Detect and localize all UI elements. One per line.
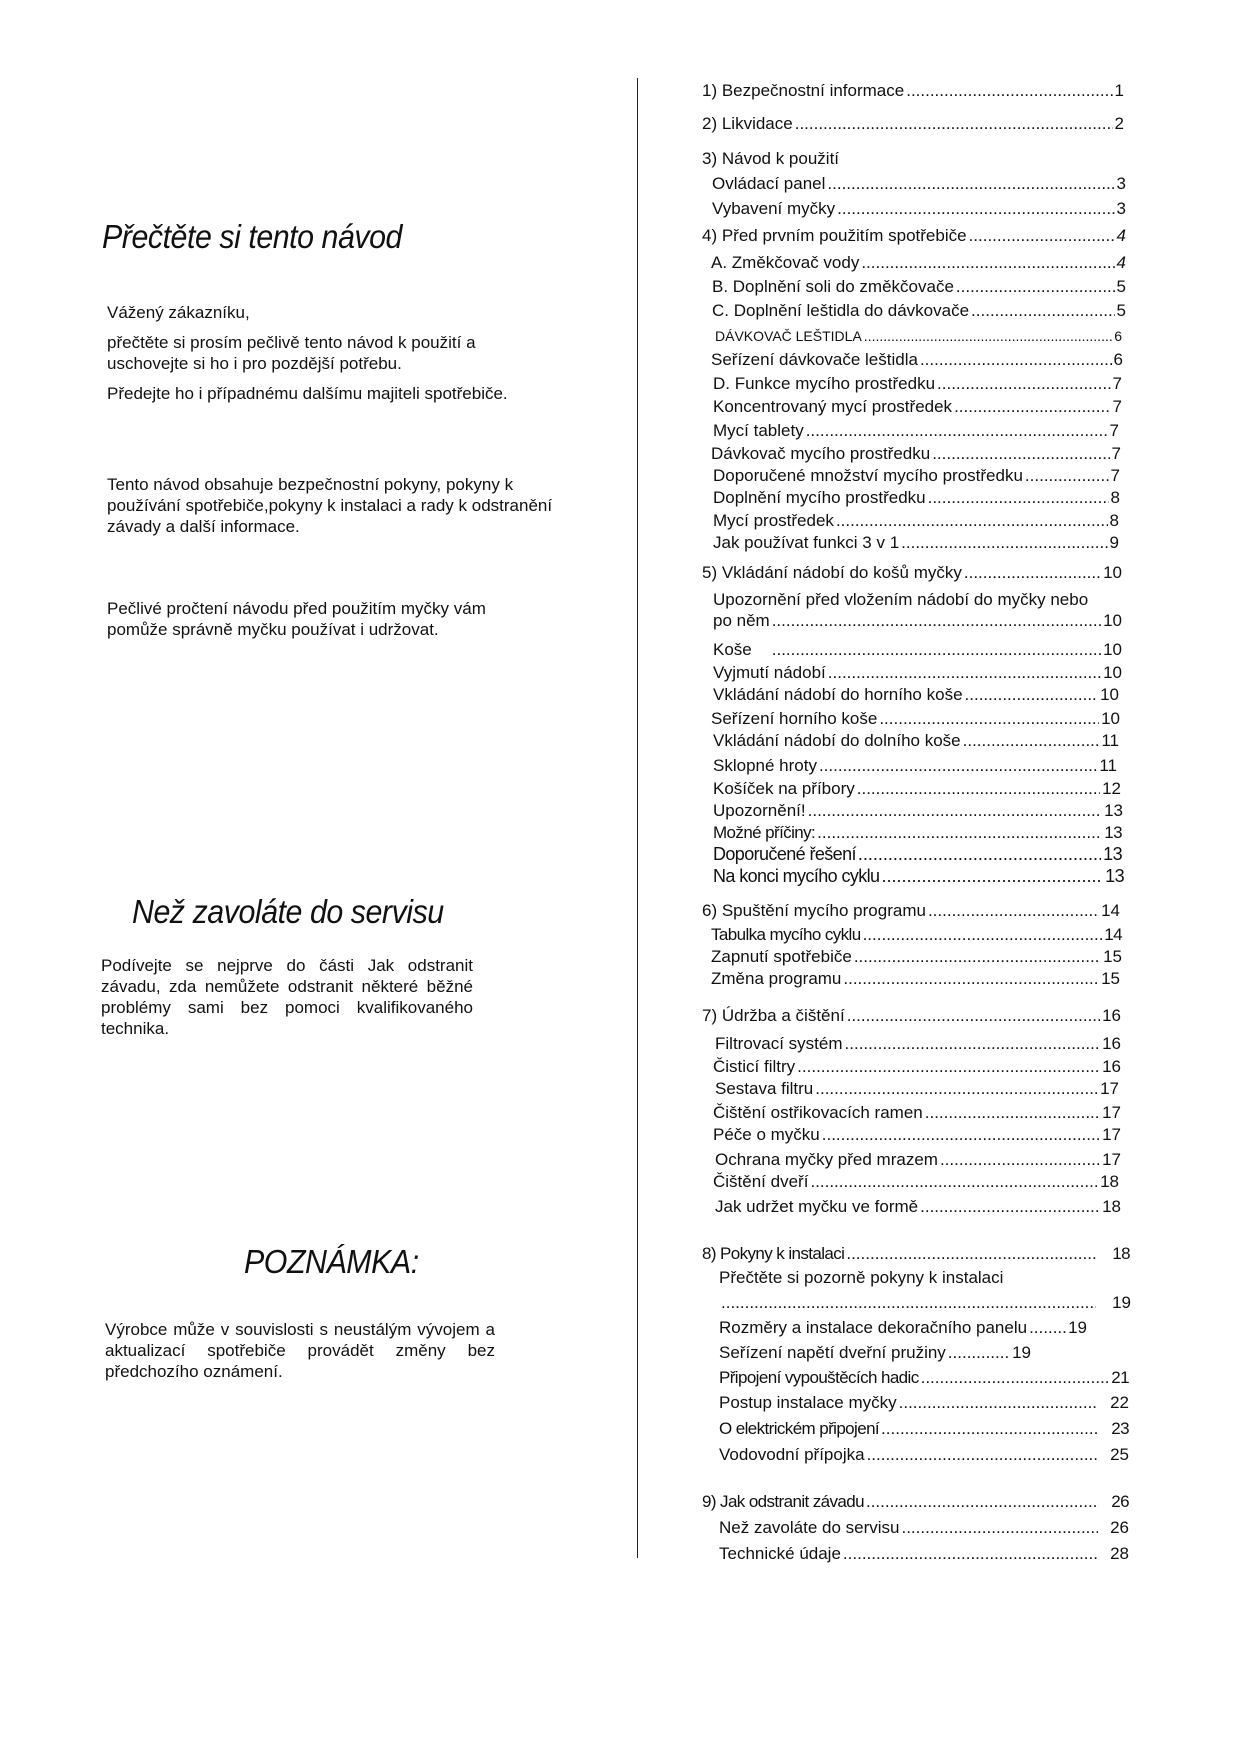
toc-entry-loading-warning-cont[interactable]: po něm ..... 10 [713, 610, 1122, 631]
toc-entry-water-connection[interactable]: Vodovodní přípojka ..... 25 [719, 1444, 1129, 1465]
toc-entry-possible-causes[interactable]: Možné příčiny: ..... 13 [713, 822, 1122, 843]
toc-entry-warning[interactable]: Upozornění! ..... 13 [713, 800, 1123, 821]
toc-entry-start-program[interactable]: 6) Spuštění mycího programu ..... 14 [702, 900, 1120, 921]
service-paragraph: Podívejte se nejprve do části Jak odstranit závadu, zda nemůžete odstranit některé běžné problémy sami bez pomoci kvalifikovaného technika. [101, 956, 473, 1038]
toc-entry-tablets[interactable]: Mycí tablety ..... 7 [713, 420, 1119, 441]
toc-entry-rinse-adjust[interactable]: Seřízení dávkovače leštidla ..... 6 [711, 349, 1123, 370]
toc-entry-recommended-solution[interactable]: Doporučené řešení ..... 13 [713, 844, 1122, 865]
toc-entry-care[interactable]: Péče o myčku ..... 17 [713, 1124, 1121, 1145]
toc-entry-rinse-aid[interactable]: C. Doplnění leštidla do dávkovače ..... 5 [712, 300, 1126, 321]
toc-entry-upper-basket[interactable]: Vkládání nádobí do horního koše ..... 10 [713, 684, 1119, 705]
column-divider [637, 78, 638, 1558]
toc-entry-filter-system[interactable]: Filtrovací systém ..... 16 [715, 1033, 1121, 1054]
toc-entry-concentrated-detergent[interactable]: Koncentrovaný mycí prostředek ..... 7 [713, 396, 1122, 417]
toc-entry-detergent[interactable]: Mycí prostředek ..... 8 [713, 510, 1119, 531]
toc-entry-upper-basket-adjust[interactable]: Seřízení horního koše ..... 10 [711, 708, 1120, 729]
toc-entry-loading[interactable]: 5) Vkládání nádobí do košů myčky ..... 10 [702, 562, 1122, 583]
toc-entry-install-procedure[interactable]: Postup instalace myčky ..... 22 [719, 1392, 1129, 1413]
toc-entry-before-service[interactable]: Než zavoláte do servisu ..... 26 [719, 1517, 1129, 1538]
toc-entry-cutlery-basket[interactable]: Košíček na příbory ..... 12 [713, 778, 1121, 799]
toc-entry-control-panel[interactable]: Ovládací panel ..... 3 [712, 173, 1126, 194]
toc-entry-door-cleaning[interactable]: Čištění dveří ..... 18 [713, 1171, 1119, 1192]
toc-entry-cleaning-filters[interactable]: Čisticí filtry ..... 16 [713, 1056, 1121, 1077]
toc-entry-3in1[interactable]: Jak používat funkci 3 v 1 ..... 9 [713, 532, 1119, 553]
toc-entry-lower-basket[interactable]: Vkládání nádobí do dolního koše ..... 11 [713, 730, 1119, 751]
greeting: Vážený zákazníku, [107, 303, 250, 322]
toc-entry-folding-tines[interactable]: Sklopné hroty ..... 11 [713, 755, 1117, 776]
toc-entry-unloading[interactable]: Vyjmutí nádobí ..... 10 [713, 662, 1122, 683]
toc-entry-before-first-use[interactable]: 4) Před prvním použitím spotřebiče ..... 4 [702, 225, 1126, 246]
toc-entry-decor-panel[interactable]: Rozměry a instalace dekoračního panelu ..... 19 [719, 1317, 1087, 1338]
toc-entry-frost-protection[interactable]: Ochrana myčky před mrazem ..... 17 [715, 1149, 1121, 1170]
heading-read-manual: Přečtěte si tento návod [102, 218, 402, 255]
toc-entry-detergent-fill[interactable]: Doplnění mycího prostředku ..... 8 [713, 487, 1120, 508]
toc-entry-end-of-cycle[interactable]: Na konci mycího cyklu ..... 13 [713, 866, 1124, 887]
toc-entry-recommended-amount[interactable]: Doporučené množství mycího prostředku ..... 7 [713, 465, 1120, 486]
toc-entry-drain-hoses[interactable]: Připojení vypouštěcích hadic ..... 21 [719, 1367, 1129, 1388]
toc-entry-filter-assembly[interactable]: Sestava filtru ..... 17 [715, 1078, 1119, 1099]
toc-entry-door-spring[interactable]: Seřízení napětí dveřní pružiny ..... 19 [719, 1342, 1031, 1363]
intro-paragraph-3: Tento návod obsahuje bezpečnostní pokyny, pokyny k používání spotřebiče,pokyny k instalaci a rady k odstranění závady a další informace. [107, 475, 553, 536]
intro-paragraph-1: přečtěte si prosím pečlivě tento návod k použití a uschovejte si ho i pro pozdější potřebu. [107, 333, 476, 373]
toc-entry-spray-arms[interactable]: Čištění ostřikovacích ramen ..... 17 [713, 1102, 1121, 1123]
toc-entry-detergent-dispenser[interactable]: Dávkovač mycího prostředku ..... 7 [711, 443, 1121, 464]
toc-entry-read-installation[interactable]: Přečtěte si pozorně pokyny k instalaci [719, 1268, 1004, 1287]
toc-entry-detergent-function[interactable]: D. Funkce mycího prostředku ..... 7 [713, 373, 1122, 394]
intro-paragraph-4: Pečlivé pročtení návodu před použitím myčky vám pomůže správně myčku používat i udržovat. [107, 599, 486, 639]
toc-entry-read-installation-cont[interactable]: ..... 19 [719, 1292, 1131, 1313]
toc-entry-technical-data[interactable]: Technické údaje ..... 28 [719, 1543, 1129, 1564]
toc-entry-water-softener[interactable]: A. Změkčovač vody ..... 4 [711, 252, 1126, 273]
toc-entry-change-program[interactable]: Změna programu ..... 15 [711, 968, 1120, 989]
toc-entry-baskets[interactable]: Koše ..... 10 [713, 639, 1122, 660]
toc-entry-troubleshooting[interactable]: 9) Jak odstranit závadu ..... 26 [702, 1491, 1129, 1512]
toc-entry-keep-in-shape[interactable]: Jak udržet myčku ve formě ..... 18 [715, 1196, 1121, 1217]
heading-note: POZNÁMKA: [244, 1243, 419, 1280]
toc-entry-safety[interactable]: 1) Bezpečnostní informace ..... 1 [702, 80, 1124, 101]
toc-entry-rinse-dispenser[interactable]: DÁVKOVAČ LEŠTIDLA ..... 6 [715, 326, 1122, 347]
toc-entry-electrical[interactable]: O elektrickém připojení ..... 23 [719, 1418, 1129, 1439]
toc-entry-installation[interactable]: 8) Pokyny k instalaci ..... 18 [702, 1243, 1130, 1264]
toc-entry-usage[interactable]: 3) Návod k použití [702, 149, 840, 168]
toc-entry-disposal[interactable]: 2) Likvidace ..... 2 [702, 113, 1124, 134]
intro-paragraph-2: Předejte ho i případnému dalšímu majiteli spotřebiče. [107, 384, 508, 403]
toc-entry-power-on[interactable]: Zapnutí spotřebiče ..... 15 [711, 946, 1122, 967]
toc-entry-loading-warning[interactable]: Upozornění před vložením nádobí do myčky nebo [713, 590, 1089, 609]
note-paragraph: Výrobce může v souvislosti s neustálým vývojem a aktualizací spotřebiče provádět změny bez předchozího oznámení. [105, 1320, 495, 1381]
toc-entry-salt[interactable]: B. Doplnění soli do změkčovače ..... 5 [712, 276, 1126, 297]
toc-entry-equipment[interactable]: Vybavení myčky ..... 3 [712, 198, 1126, 219]
heading-before-service: Než zavoláte do servisu [132, 893, 444, 930]
toc-entry-cycle-table[interactable]: Tabulka mycího cyklu ..... 14 [711, 924, 1122, 945]
toc-entry-maintenance[interactable]: 7) Údržba a čištění ..... 16 [702, 1005, 1121, 1026]
